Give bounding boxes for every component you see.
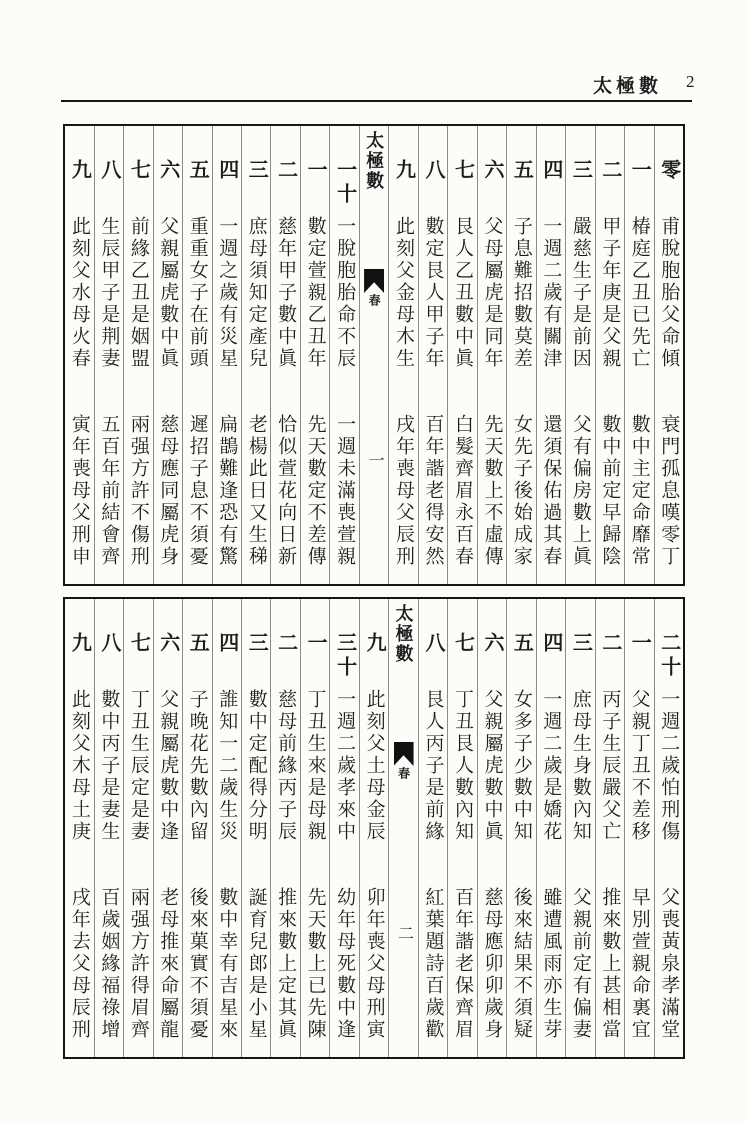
folio-column	[388, 599, 417, 1057]
verse-column	[212, 599, 241, 1057]
verse-top: 甫脫胞胎父命傾	[658, 216, 680, 370]
column-number: 四	[215, 159, 238, 183]
verse-column	[123, 126, 152, 584]
verse-bottom: 後來結果不須疑	[510, 887, 532, 1041]
column-number: 五	[186, 632, 209, 656]
verse-bottom: 幼年母死數中逢	[334, 887, 356, 1041]
column-number: 七	[127, 632, 150, 656]
verse-bottom: 推來數上定其眞	[275, 887, 297, 1041]
verse-top: 丁丑生辰定是妻	[127, 689, 149, 843]
column-number: 二	[274, 632, 297, 656]
verse-bottom: 父喪黃泉孝滿堂	[658, 887, 680, 1041]
column-number: 六	[480, 632, 503, 656]
column-number: 六	[480, 159, 503, 183]
season-label: 春	[367, 294, 382, 306]
verse-bottom: 一週未滿喪萱親	[334, 414, 356, 568]
verse-column	[212, 126, 241, 584]
verse-column	[447, 126, 476, 584]
verse-column	[123, 599, 152, 1057]
column-number: 三十	[333, 632, 356, 680]
column-number: 七	[451, 632, 474, 656]
verse-top: 一週二歲是嬌花	[540, 689, 562, 843]
verse-column	[182, 599, 211, 1057]
verse-top: 此刻父水母火春	[68, 216, 90, 370]
verse-top: 庶母須知定產兒	[245, 216, 267, 370]
verse-bottom: 數中主定命靡常	[628, 414, 650, 568]
column-number: 九	[363, 632, 386, 656]
verse-column	[329, 126, 358, 584]
verse-column	[565, 126, 594, 584]
verse-bottom: 父親前定有偏妻	[569, 887, 591, 1041]
column-number: 一	[628, 159, 651, 183]
column-number: 五	[186, 159, 209, 183]
verse-table-upper	[63, 124, 685, 586]
verse-bottom: 戌年喪母父辰刑	[393, 414, 415, 568]
column-number: 四	[539, 159, 562, 183]
verse-top: 數中丙子是妻生	[98, 689, 120, 843]
verse-bottom: 白髮齊眉永百春	[451, 414, 473, 568]
verse-top: 此刻父金母木生	[393, 216, 415, 370]
verse-bottom: 還須保佑過其春	[540, 414, 562, 568]
verse-top: 椿庭乙丑已先亡	[628, 216, 650, 370]
verse-column	[241, 599, 270, 1057]
column-number: 九	[392, 159, 415, 183]
verse-column	[624, 599, 653, 1057]
verse-bottom: 寅年喪母父刑申	[68, 414, 90, 568]
verse-column	[153, 126, 182, 584]
column-number: 一	[628, 632, 651, 656]
verse-bottom: 扁鵲難逢恐有驚	[216, 414, 238, 568]
column-number: 八	[97, 159, 120, 183]
verse-column	[153, 599, 182, 1057]
verse-column	[654, 599, 683, 1057]
verse-bottom: 女先子後始成家	[510, 414, 532, 568]
verse-column	[241, 126, 270, 584]
verse-column	[94, 126, 123, 584]
verse-column	[506, 126, 535, 584]
verse-column	[565, 599, 594, 1057]
verse-top: 一週二歲有關津	[540, 216, 562, 370]
folio-column	[359, 126, 388, 584]
column-number: 八	[97, 632, 120, 656]
verse-top: 女多子少數中知	[510, 689, 532, 843]
verse-top: 丁丑艮人數內知	[451, 689, 473, 843]
verse-bottom: 早別萱親命裏宜	[628, 887, 650, 1041]
verse-top: 一脫胞胎命不辰	[334, 216, 356, 370]
verse-bottom: 先天數上不虛傳	[481, 414, 503, 568]
column-number: 六	[156, 632, 179, 656]
column-number: 六	[156, 159, 179, 183]
verse-bottom: 百年諧老得安然	[422, 414, 444, 568]
page-title: 太極數	[593, 76, 663, 97]
verse-column	[418, 599, 447, 1057]
verse-top: 一週之歲有災星	[216, 216, 238, 370]
column-number: 三	[245, 632, 268, 656]
verse-bottom: 雖遭風雨亦生芽	[540, 887, 562, 1041]
verse-top: 父親丁丑不差移	[628, 689, 650, 843]
verse-top: 子息難招數莫差	[510, 216, 532, 370]
verse-column	[65, 126, 93, 584]
column-number: 一	[304, 632, 327, 656]
verse-column	[595, 126, 624, 584]
verse-column	[595, 599, 624, 1057]
verse-column	[447, 599, 476, 1057]
verse-bottom: 數中前定早歸陰	[599, 414, 621, 568]
verse-column	[65, 599, 93, 1057]
verse-top: 慈年甲子數中眞	[275, 216, 297, 370]
column-number: 零	[657, 159, 680, 183]
column-number: 一十	[333, 159, 356, 207]
column-number: 五	[510, 159, 533, 183]
fishtail-marker-icon	[364, 269, 384, 293]
verse-bottom: 兩强方許得眉齊	[127, 887, 149, 1041]
verse-table-lower	[63, 597, 685, 1059]
verse-column	[388, 126, 417, 584]
verse-bottom: 先天數上已先陳	[304, 887, 326, 1041]
verse-bottom: 後來菓實不須憂	[186, 887, 208, 1041]
verse-top: 嚴慈生子是前因	[569, 216, 591, 370]
column-number: 八	[422, 159, 445, 183]
verse-top: 艮人丙子是前緣	[422, 689, 444, 843]
verse-column	[536, 126, 565, 584]
verse-bottom: 紅葉題詩百歲歡	[422, 887, 444, 1041]
verse-column	[270, 599, 299, 1057]
folio-title: 太極數	[364, 131, 385, 191]
column-number: 九	[68, 159, 91, 183]
verse-bottom: 百歲姻緣福祿增	[98, 887, 120, 1041]
verse-bottom: 戌年去父母辰刑	[68, 887, 90, 1041]
verse-column	[182, 126, 211, 584]
verse-bottom: 誕育兒郎是小星	[245, 887, 267, 1041]
column-number: 二十	[657, 632, 680, 680]
verse-bottom: 慈母應同屬虎身	[157, 414, 179, 568]
verse-top: 一週二歲怕刑傷	[658, 689, 680, 843]
verse-bottom: 遲招子息不須憂	[186, 414, 208, 568]
verse-top: 父母屬虎是同年	[481, 216, 503, 370]
verse-bottom: 父有偏房數上眞	[569, 414, 591, 568]
verse-top: 生辰甲子是荆妻	[98, 216, 120, 370]
verse-column	[300, 599, 329, 1057]
verse-top: 子晚花先數內留	[186, 689, 208, 843]
verse-column	[418, 126, 447, 584]
verse-column	[624, 126, 653, 584]
verse-top: 數定艮人甲子年	[422, 216, 444, 370]
verse-bottom: 老楊此日又生稊	[245, 414, 267, 568]
verse-top: 慈母前緣丙子辰	[275, 689, 297, 843]
column-number: 五	[510, 632, 533, 656]
verse-column	[359, 599, 388, 1057]
folio-title: 太極數	[393, 604, 414, 664]
verse-column	[536, 599, 565, 1057]
verse-bottom: 兩强方許不傷刑	[127, 414, 149, 568]
verse-bottom: 百年諧老保齊眉	[451, 887, 473, 1041]
verse-top: 丁丑生來是母親	[304, 689, 326, 843]
verse-top: 父親屬虎數中眞	[481, 689, 503, 843]
verse-column	[506, 599, 535, 1057]
verse-top: 一週二歲孝來中	[334, 689, 356, 843]
verse-bottom: 數中幸有吉星來	[216, 887, 238, 1041]
verse-bottom: 先天數定不差傳	[304, 414, 326, 568]
verse-top: 丙子生辰嚴父亡	[599, 689, 621, 843]
verse-bottom: 老母推來命屬龍	[157, 887, 179, 1041]
verse-top: 艮人乙丑數中眞	[451, 216, 473, 370]
fishtail-marker-icon	[394, 742, 414, 766]
verse-bottom: 推來數上甚相當	[599, 887, 621, 1041]
verse-bottom: 慈母應卯卯歲身	[481, 887, 503, 1041]
verse-top: 此刻父土母金辰	[363, 689, 385, 843]
column-number: 二	[598, 632, 621, 656]
column-number: 二	[598, 159, 621, 183]
page-number: 2	[686, 72, 695, 91]
verse-top: 誰知一二歲生災	[216, 689, 238, 843]
verse-top: 此刻父木母土庚	[68, 689, 90, 843]
folio-number: 一	[366, 452, 384, 468]
column-number: 四	[539, 632, 562, 656]
header-rule	[61, 100, 692, 102]
verse-top: 父親屬虎數中眞	[157, 216, 179, 370]
verse-top: 庶母生身數內知	[569, 689, 591, 843]
column-number: 三	[245, 159, 268, 183]
column-number: 一	[304, 159, 327, 183]
column-number: 九	[68, 632, 91, 656]
verse-column	[329, 599, 358, 1057]
verse-top: 前緣乙丑是姻盟	[127, 216, 149, 370]
column-number: 三	[569, 159, 592, 183]
verse-top: 數定萱親乙丑年	[304, 216, 326, 370]
verse-bottom: 卯年喪父母刑寅	[363, 887, 385, 1041]
column-number: 二	[274, 159, 297, 183]
season-label: 春	[396, 767, 411, 779]
folio-number: 二	[395, 925, 413, 941]
column-number: 四	[215, 632, 238, 656]
verse-column	[477, 599, 506, 1057]
verse-top: 父親屬虎數中逢	[157, 689, 179, 843]
verse-column	[94, 599, 123, 1057]
column-number: 八	[422, 632, 445, 656]
column-number: 七	[451, 159, 474, 183]
verse-column	[477, 126, 506, 584]
column-number: 七	[127, 159, 150, 183]
verse-column	[300, 126, 329, 584]
verse-bottom: 衰門孤息嘆零丁	[658, 414, 680, 568]
verse-column	[270, 126, 299, 584]
verse-top: 甲子年庚是父親	[599, 216, 621, 370]
verse-top: 數中定配得分明	[245, 689, 267, 843]
verse-bottom: 恰似萱花向日新	[275, 414, 297, 568]
verse-column	[654, 126, 683, 584]
column-number: 三	[569, 632, 592, 656]
verse-top: 重重女子在前頭	[186, 216, 208, 370]
verse-bottom: 五百年前結會齊	[98, 414, 120, 568]
